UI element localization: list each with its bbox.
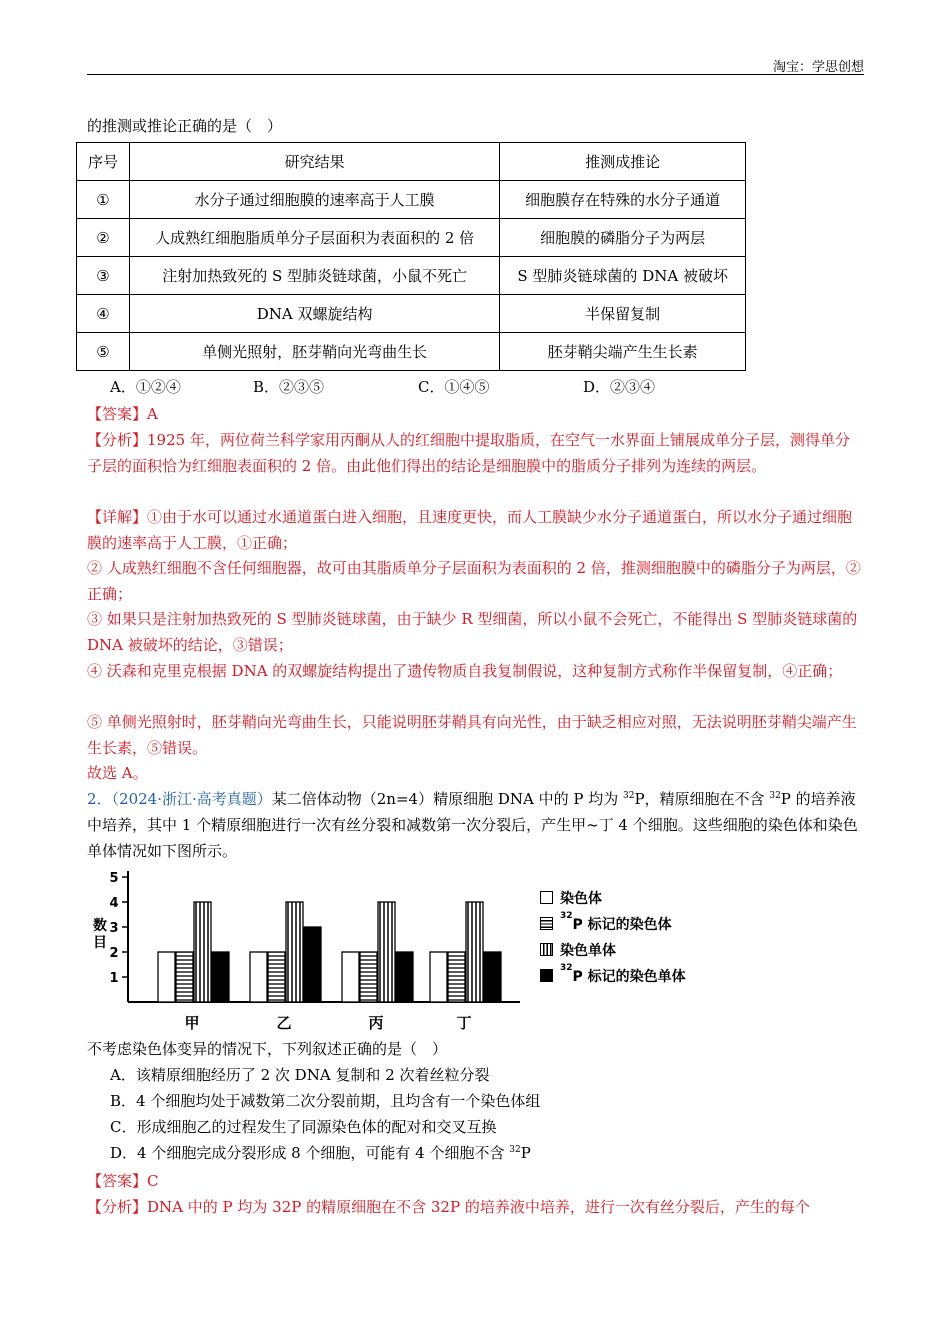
q1-analysis: [87, 427, 864, 479]
analysis-text: DNA 中的 P 均为 32P 的精原细胞在不含 32P 的培养液中培养，进行一次有丝分裂后，产生的每个: [147, 1198, 810, 1216]
table-row: [77, 181, 746, 219]
category-label: 丁: [456, 1014, 472, 1032]
q1-detail-2: ② 人成熟红细胞不含任何细胞器，故可由其脂质单分子层面积为表面积的 2 倍，推测细胞膜中的磷脂分子为两层，②正确；: [87, 559, 861, 603]
y-tick-label: 5: [109, 871, 119, 886]
option-d-text: D．4 个细胞完成分裂形成 8 个细胞，可能有 4 个细胞不含: [110, 1144, 510, 1162]
chart-ticks: [109, 871, 128, 986]
question-intro: 的推测或推论正确的是（ ）: [87, 117, 283, 135]
q2-option-c: C．形成细胞乙的过程发生了同源染色体的配对和交叉互换: [110, 1118, 497, 1136]
table-cell: DNA 双螺旋结构: [129, 295, 499, 333]
table-header: 序号: [77, 143, 130, 181]
bar-乙-2: [286, 902, 303, 1002]
legend-swatch: [540, 969, 553, 982]
bar-丙-1: [360, 952, 377, 1002]
legend-sup: 32: [560, 963, 573, 973]
option-a: A．①②④: [110, 378, 181, 396]
legend-label: P 标记的染色单体: [572, 969, 686, 985]
table-cell: ⑤: [77, 333, 130, 371]
legend-item: [560, 963, 686, 986]
option-c: C．①④⑤: [418, 378, 490, 396]
option-d-sup: 32: [509, 1145, 521, 1155]
bar-甲-1: [176, 952, 193, 1002]
category-label: 丙: [368, 1014, 384, 1032]
q2-question: 不考虑染色体变异的情况下，下列叙述正确的是（ ）: [87, 1040, 448, 1058]
table-row: [77, 257, 746, 295]
table-cell: ④: [77, 295, 130, 333]
q1-detail-1: [87, 504, 864, 556]
table-cell: 胚芽鞘尖端产生生长素: [500, 333, 746, 371]
bar-丁-3: [484, 952, 501, 1002]
q2-sup2: 32: [769, 791, 781, 801]
category-label: 甲: [184, 1014, 200, 1032]
q2-sup1: 32: [623, 791, 635, 801]
q1-detail-5: ⑤ 单侧光照射时，胚芽鞘向光弯曲生长，只能说明胚芽鞘具有向光性，由于缺乏相应对照，无法说明胚芽鞘尖端产生生长素，⑤错误。: [87, 713, 857, 757]
legend-label: 染色体: [560, 891, 602, 907]
q1-detail-4: ④ 沃森和克里克根据 DNA 的双螺旋结构提出了遗传物质自我复制假说，这种复制方式称作半保留复制，④正确；: [87, 662, 843, 680]
y-tick-label: 3: [109, 921, 119, 936]
detail-label: 【详解】: [87, 508, 148, 526]
bar-丁-0: [430, 952, 447, 1002]
option-d-end: P: [520, 1144, 531, 1162]
bar-丁-2: [466, 902, 483, 1002]
q2-stem-b: P，精原细胞在不含: [634, 790, 770, 808]
table-cell: ③: [77, 257, 130, 295]
analysis-text: 1925 年，两位荷兰科学家用丙酮从人的红细胞中提取脂质，在空气一水界面上铺展成单分子层，测得单分子层的面积恰为红细胞表面积的 2 倍。由此他们得出的结论是细胞膜中的脂质分子排列为连续的两层。: [87, 431, 850, 475]
y-tick-label: 2: [109, 946, 119, 961]
category-label: 乙: [276, 1014, 292, 1032]
bar-丙-3: [396, 952, 413, 1002]
table-cell: S 型肺炎链球菌的 DNA 被破坏: [500, 257, 746, 295]
table-row: [77, 295, 746, 333]
table-row: [77, 333, 746, 371]
table-cell: 单侧光照射，胚芽鞘向光弯曲生长: [129, 333, 499, 371]
chart-svg: [90, 866, 730, 1036]
bar-甲-0: [158, 952, 175, 1002]
detail-text: ①由于水可以通过水通道蛋白进入细胞，且速度更快，而人工膜缺少水分子通道蛋白，所以水分子通过细胞膜的速率高于人工膜，①正确；: [87, 508, 853, 552]
q2-stem: [87, 786, 864, 864]
bar-丁-1: [448, 952, 465, 1002]
bar-乙-0: [250, 952, 267, 1002]
table-header-row: [77, 143, 746, 181]
legend-swatch: [540, 943, 553, 956]
answer-value: A: [147, 405, 158, 423]
bar-甲-3: [212, 952, 229, 1002]
legend-item: [560, 940, 616, 960]
answer-label: 【答案】: [87, 405, 148, 423]
legend-item: [560, 911, 672, 934]
q2-stem-a: 某二倍体动物（2n=4）精原细胞 DNA 中的 P 均为: [271, 790, 624, 808]
chart-categories: [184, 1014, 471, 1032]
table-row: [77, 219, 746, 257]
y-axis-label: 数目: [93, 918, 107, 951]
research-table: [76, 142, 746, 371]
answer-value: C: [147, 1172, 159, 1190]
table-cell: ②: [77, 219, 130, 257]
q2-answer: [87, 1168, 864, 1194]
q2-stem-c: P 的培养液中培养，其中 1 个精原细胞进行一次有丝分裂和减数第一次分裂后，产生甲~丁 4 个细胞。这些细胞的染色体和染色单体情况如下图所示。: [87, 790, 858, 860]
header-text: 淘宝：学思创想: [772, 60, 864, 75]
legend-item: [560, 888, 602, 908]
q2-option-a: A．该精原细胞经历了 2 次 DNA 复制和 2 次着丝粒分裂: [110, 1066, 490, 1084]
q2-number: 2．: [87, 790, 112, 808]
answer-label: 【答案】: [87, 1172, 148, 1190]
q2-analysis: [87, 1194, 864, 1220]
q1-conclusion: 故选 A。: [87, 764, 148, 782]
table-cell: 细胞膜存在特殊的水分子通道: [500, 181, 746, 219]
table-cell: 细胞膜的磷脂分子为两层: [500, 219, 746, 257]
bar-乙-3: [304, 927, 321, 1002]
option-b: B．②③⑤: [253, 378, 325, 396]
legend-sup: 32: [560, 911, 573, 921]
analysis-label: 【分析】: [87, 431, 148, 449]
legend-swatch: [540, 891, 553, 904]
table-cell: 人成熟红细胞脂质单分子层面积为表面积的 2 倍: [129, 219, 499, 257]
option-d: D．②③④: [583, 378, 656, 396]
y-tick-label: 1: [109, 971, 119, 986]
legend-swatch: [540, 917, 553, 930]
legend-label: P 标记的染色体: [572, 917, 672, 933]
table-cell: 水分子通过细胞膜的速率高于人工膜: [129, 181, 499, 219]
q2-option-b: B．4 个细胞均处于减数第二次分裂前期，且均含有一个染色体组: [110, 1092, 541, 1110]
bar-甲-2: [194, 902, 211, 1002]
bar-丙-2: [378, 902, 395, 1002]
bar-乙-1: [268, 952, 285, 1002]
y-tick-label: 4: [109, 896, 119, 911]
q2-option-d: [110, 1140, 887, 1166]
table-header: 推测成推论: [500, 143, 746, 181]
table-cell: ①: [77, 181, 130, 219]
q2-source: （2024·浙江·高考真题）: [111, 790, 272, 808]
analysis-label: 【分析】: [87, 1198, 148, 1216]
table-cell: 注射加热致死的 S 型肺炎链球菌，小鼠不死亡: [129, 257, 499, 295]
q1-answer: [87, 401, 864, 427]
page-header: [87, 54, 864, 75]
chromosome-chart: [90, 866, 730, 1036]
table-header: 研究结果: [129, 143, 499, 181]
legend-label: 染色单体: [560, 943, 616, 959]
bar-丙-0: [342, 952, 359, 1002]
q1-detail-3: ③ 如果只是注射加热致死的 S 型肺炎链球菌，由于缺少 R 型细菌，所以小鼠不会死亡，不能得出 S 型肺炎链球菌的 DNA 被破坏的结论，③错误；: [87, 610, 858, 654]
table-cell: 半保留复制: [500, 295, 746, 333]
chart-bars: [158, 902, 501, 1002]
